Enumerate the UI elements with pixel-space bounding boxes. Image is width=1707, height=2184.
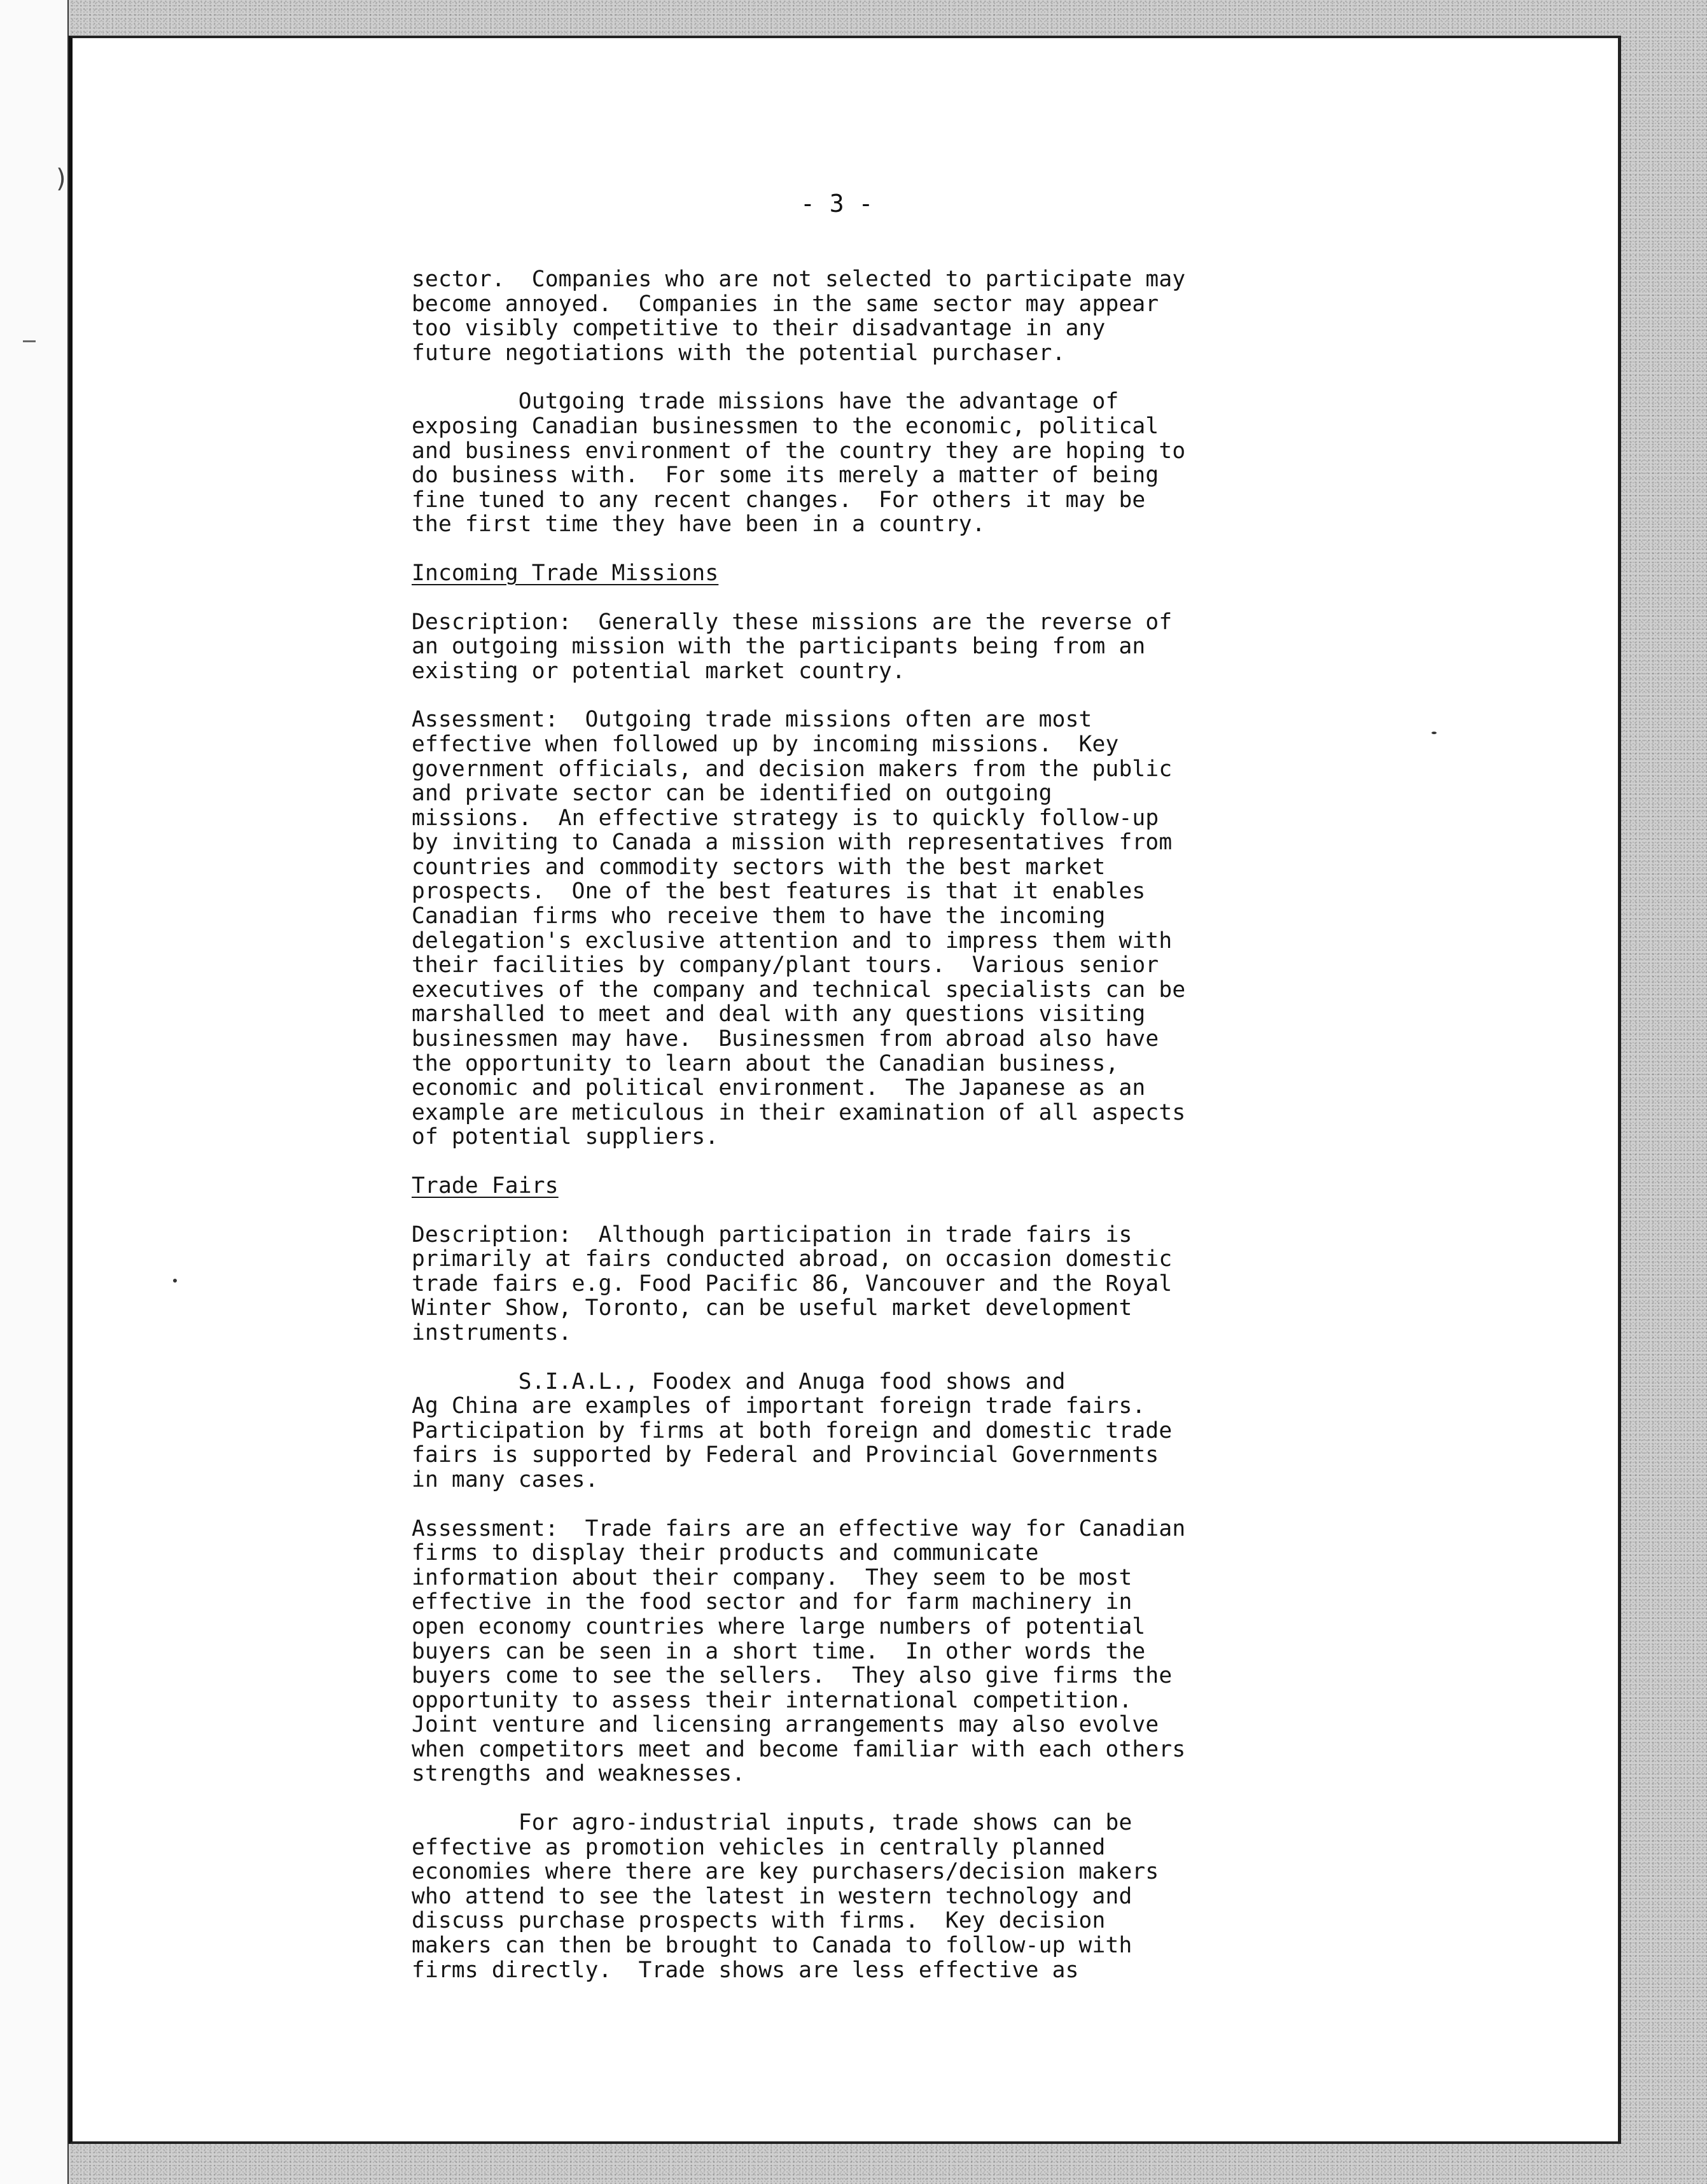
text-line: Participation by firms at both foreign and domestic trade — [412, 1417, 1173, 1443]
text-line: Assessment: Outgoing trade missions often are most — [412, 707, 1092, 733]
text-line: prospects. One of the best features is that it enables — [412, 879, 1146, 905]
text-line: delegation's exclusive attention and to impress them with — [412, 928, 1173, 954]
text-line: instruments. — [412, 1319, 572, 1346]
text-line: exposing Canadian businessmen to the economic, political — [412, 413, 1159, 439]
section-heading-text: Incoming Trade Missions — [412, 560, 719, 586]
text-line: For agro-industrial inputs, trade shows can be — [412, 1810, 1132, 1836]
text-line: Joint venture and licensing arrangements may also evolve — [412, 1712, 1159, 1738]
text-line: firms directly. Trade shows are less effective as — [412, 1957, 1079, 1983]
paragraph — [412, 1370, 1302, 1492]
text-line: makers can then be brought to Canada to follow-up with — [412, 1933, 1132, 1959]
text-line: trade fairs e.g. Food Pacific 86, Vancouver and the Royal — [412, 1270, 1173, 1297]
text-line: when competitors meet and become familiar with each others — [412, 1736, 1186, 1762]
document-body — [412, 267, 1302, 2007]
section-heading — [412, 561, 1302, 586]
scan-speck — [173, 1279, 177, 1283]
text-line: executives of the company and technical specialists can be — [412, 977, 1186, 1003]
text-line: buyers can be seen in a short time. In other words the — [412, 1638, 1146, 1664]
paragraph — [412, 707, 1302, 1150]
text-line: example are meticulous in their examination of all aspects — [412, 1099, 1186, 1125]
text-line: marshalled to meet and deal with any questions visiting — [412, 1001, 1146, 1027]
text-line: Canadian firms who receive them to have the incoming — [412, 903, 1106, 929]
text-line: too visibly competitive to their disadvantage in any — [412, 316, 1106, 342]
text-line: in many cases. — [412, 1466, 599, 1492]
text-line: future negotiations with the potential purchaser. — [412, 340, 1066, 366]
text-line: strengths and weaknesses. — [412, 1761, 746, 1787]
text-line: and business environment of the country they are hoping to — [412, 438, 1186, 464]
text-line: fairs is supported by Federal and Provincial Governments — [412, 1442, 1159, 1468]
text-line: economic and political environment. The Japanese as an — [412, 1075, 1146, 1101]
text-line: their facilities by company/plant tours. Various senior — [412, 952, 1159, 978]
text-line: effective as promotion vehicles in centrally planned — [412, 1834, 1106, 1860]
text-line: effective in the food sector and for farm machinery in — [412, 1589, 1132, 1615]
text-line: open economy countries where large numbers of potential — [412, 1613, 1146, 1639]
section-heading — [412, 1174, 1302, 1199]
text-line: primarily at fairs conducted abroad, on occasion domestic — [412, 1246, 1173, 1272]
text-line: become annoyed. Companies in the same sector may appear — [412, 291, 1159, 317]
text-line: effective when followed up by incoming missions. Key — [412, 731, 1119, 757]
text-line: countries and commodity sectors with the best market — [412, 854, 1106, 880]
paragraph — [412, 389, 1302, 537]
text-line: government officials, and decision makers from the public — [412, 756, 1173, 782]
text-line: information about their company. They seem to be most — [412, 1564, 1132, 1590]
text-line: by inviting to Canada a mission with representatives from — [412, 830, 1173, 856]
text-line: who attend to see the latest in western technology and — [412, 1883, 1132, 1909]
text-line: Winter Show, Toronto, can be useful market development — [412, 1295, 1132, 1321]
text-line: and private sector can be identified on outgoing — [412, 781, 1052, 807]
binding-mark: ) — [56, 164, 66, 193]
text-line: Ag China are examples of important foreign trade fairs. — [412, 1393, 1146, 1419]
text-line: sector. Companies who are not selected to participate may — [412, 267, 1186, 292]
binding-edge — [0, 0, 69, 2184]
text-line: businessmen may have. Businessmen from abroad also have — [412, 1026, 1159, 1052]
text-line: Assessment: Trade fairs are an effective way for Canadian — [412, 1515, 1186, 1541]
scan-speck — [1432, 732, 1437, 734]
text-line: Description: Although participation in trade fairs is — [412, 1221, 1132, 1248]
text-line: the first time they have been in a country. — [412, 511, 986, 538]
paragraph — [412, 1811, 1302, 1982]
paragraph — [412, 267, 1302, 365]
text-line: of potential suppliers. — [412, 1124, 719, 1150]
text-line: the opportunity to learn about the Canadian business, — [412, 1050, 1119, 1076]
text-line: firms to display their products and communicate — [412, 1540, 1039, 1566]
text-line: an outgoing mission with the participants being from an — [412, 634, 1146, 660]
text-line: fine tuned to any recent changes. For others it may be — [412, 487, 1146, 513]
text-line: S.I.A.L., Foodex and Anuga food shows and — [412, 1368, 1066, 1395]
section-heading-text: Trade Fairs — [412, 1173, 559, 1199]
paragraph — [412, 610, 1302, 684]
binding-tick — [23, 340, 36, 342]
text-line: economies where there are key purchasers/decision makers — [412, 1859, 1159, 1885]
text-line: discuss purchase prospects with firms. Key decision — [412, 1908, 1106, 1934]
text-line: Description: Generally these missions are the reverse of — [412, 609, 1173, 635]
text-line: missions. An effective strategy is to quickly follow-up — [412, 805, 1159, 831]
text-line: opportunity to assess their international competition. — [412, 1687, 1132, 1713]
text-line: Outgoing trade missions have the advantage of — [412, 389, 1119, 415]
page-number: - 3 - — [800, 190, 874, 218]
text-line: buyers come to see the sellers. They also give firms the — [412, 1663, 1173, 1689]
paragraph — [412, 1223, 1302, 1346]
text-line: do business with. For some its merely a matter of being — [412, 463, 1159, 489]
text-line: existing or potential market country. — [412, 658, 905, 684]
paragraph — [412, 1517, 1302, 1787]
